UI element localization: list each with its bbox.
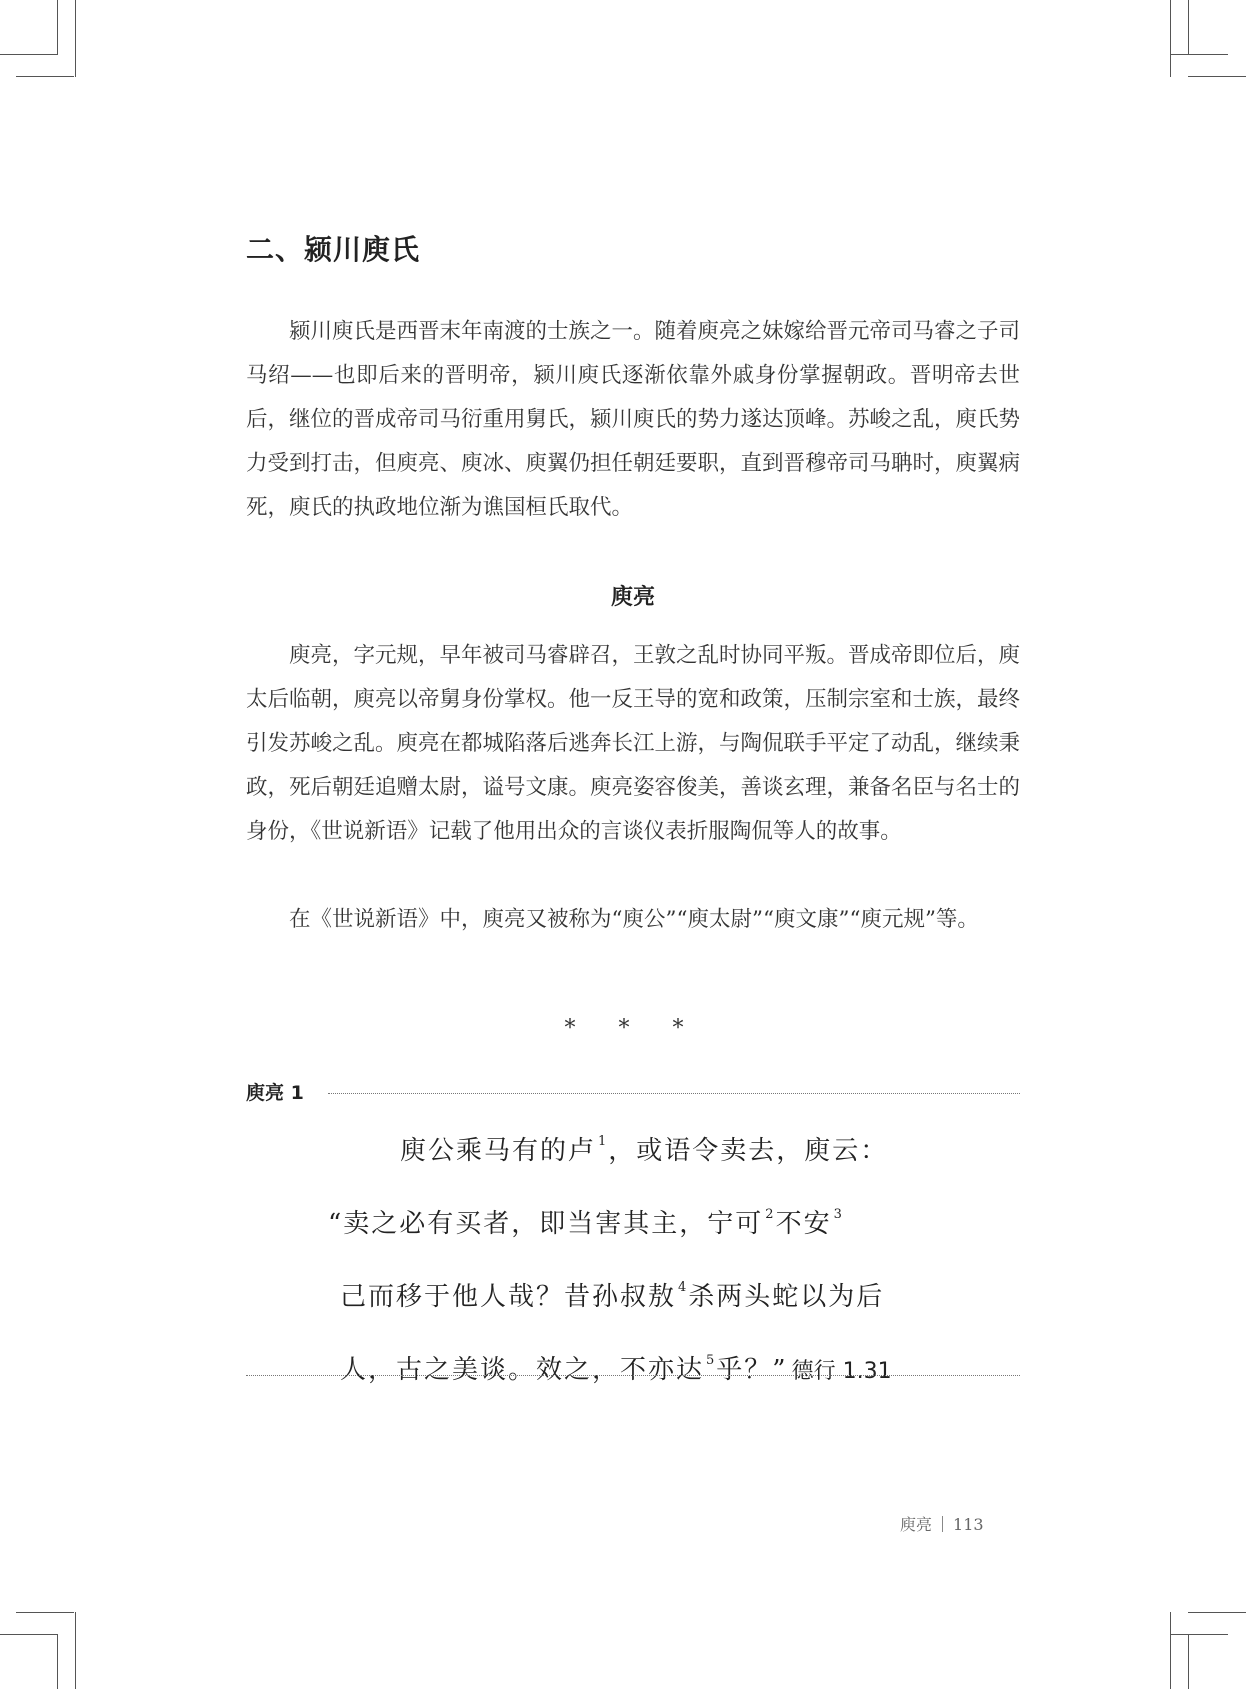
quote-text: 庾公乘马有的卢 <box>400 1136 597 1166</box>
dotted-rule-top <box>328 1093 1020 1094</box>
quote-line <box>340 1256 940 1329</box>
aliases-paragraph: 在《世说新语》中，庾亮又被称为“庾公”“庾太尉”“庾文康”“庾元规”等。 <box>289 907 979 932</box>
citation: 德行 1.31 <box>791 1359 892 1384</box>
dotted-rule-bottom <box>246 1375 1020 1376</box>
crop-mark <box>0 54 58 55</box>
quote-text: ，或语令卖去，庾云： <box>608 1136 889 1166</box>
footnote-ref: 3 <box>833 1207 842 1222</box>
quote-block <box>328 1110 940 1404</box>
section-title: 二、颍川庾氏 <box>246 233 421 266</box>
quote-text: “卖之必有买者，即当害其主，宁可 <box>328 1209 764 1239</box>
quote-text: 不安 <box>775 1209 832 1239</box>
crop-mark <box>1188 76 1246 77</box>
crop-mark <box>16 76 74 77</box>
quote-text: 人，古之美谈。效之，不亦达 <box>340 1355 705 1385</box>
intro-paragraph: 颍川庾氏是西晋末年南渡的士族之一。随着庾亮之妹嫁给晋元帝司马睿之子司马绍——也即后来的晋明帝，颍川庾氏逐渐依靠外戚身份掌握朝政。晋明帝去世后，继位的晋成帝司马衍重用舅氏，颍川庾氏的势力遂达顶峰。苏峻之乱，庾氏势力受到打击，但庾亮、庾冰、庾翼仍担任朝廷要职，直到晋穆帝司马聃时，庾翼病死，庾氏的执政地位渐为谯国桓氏取代。 <box>246 319 1021 520</box>
crop-mark <box>1188 1634 1189 1689</box>
footer-separator <box>942 1516 943 1532</box>
crop-mark <box>1170 0 1171 77</box>
footnote-ref: 5 <box>706 1353 715 1368</box>
quote-line <box>340 1110 940 1183</box>
quote-line <box>340 1329 940 1404</box>
footnote-ref: 2 <box>765 1207 774 1222</box>
person-heading: 庾亮 <box>610 585 655 610</box>
footnote-ref: 1 <box>598 1134 607 1149</box>
quote-text: 杀两头蛇以为后 <box>688 1282 885 1312</box>
section-divider: * * * <box>564 1016 702 1041</box>
crop-mark <box>1188 1612 1246 1613</box>
crop-mark <box>1170 1612 1171 1689</box>
page-number: 113 <box>953 1515 984 1534</box>
entry-label: 庾亮 1 <box>246 1082 304 1104</box>
running-head: 庾亮 <box>900 1515 933 1534</box>
crop-mark <box>16 1612 74 1613</box>
crop-mark <box>75 0 76 77</box>
quote-text: 乎？” <box>716 1355 788 1385</box>
quote-text: 己而移于他人哉？昔孙叔敖 <box>340 1282 677 1312</box>
crop-mark <box>57 0 58 54</box>
crop-mark <box>75 1612 76 1689</box>
crop-mark <box>57 1634 58 1689</box>
bio-paragraph: 庾亮，字元规，早年被司马睿辟召，王敦之乱时协同平叛。晋成帝即位后，庾太后临朝，庾亮以帝舅身份掌权。他一反王导的宽和政策，压制宗室和士族，最终引发苏峻之乱。庾亮在都城陷落后逃奔长江上游，与陶侃联手平定了动乱，继续秉政，死后朝廷追赠太尉，谥号文康。庾亮姿容俊美，善谈玄理，兼备名臣与名士的身份，《世说新语》记载了他用出众的言谈仪表折服陶侃等人的故事。 <box>246 643 1021 844</box>
quote-line <box>328 1183 940 1256</box>
footnote-ref: 4 <box>678 1280 687 1295</box>
crop-mark <box>1170 1634 1228 1635</box>
page-footer <box>900 1512 1020 1535</box>
crop-mark <box>0 1634 58 1635</box>
crop-mark <box>1188 0 1189 54</box>
crop-mark <box>1170 54 1228 55</box>
